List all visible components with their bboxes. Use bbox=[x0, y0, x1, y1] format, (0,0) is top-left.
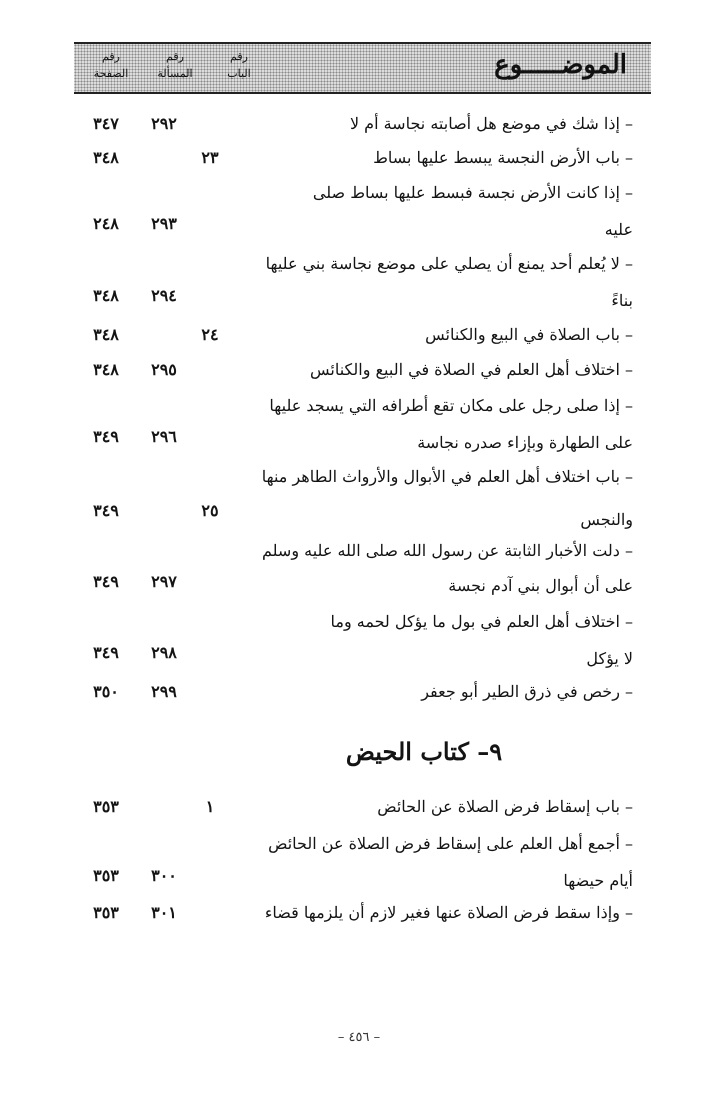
issue-number: ٢٩٣ bbox=[151, 214, 177, 233]
header-title: الموضـــــوع bbox=[494, 50, 627, 80]
issue-number: ٢٩٤ bbox=[151, 286, 177, 305]
page-number: ٣٥٠ bbox=[93, 682, 119, 701]
entry-text-continued: على أن أبوال بني آدم نجسة bbox=[448, 576, 633, 595]
entry-text: – إذا كانت الأرض نجسة فبسط عليها بساط صلى bbox=[312, 183, 633, 202]
entry-text: – اختلاف أهل العلم في الصلاة في البيع والكنائس bbox=[310, 360, 633, 379]
entry-text: – اختلاف أهل العلم في بول ما يؤكل لحمه وما bbox=[330, 612, 633, 631]
entry-text: – وإذا سقط فرض الصلاة عنها فغير لازم أن يلزمها قضاء bbox=[264, 903, 633, 922]
entry-text: – باب إسقاط فرض الصلاة عن الحائض bbox=[377, 797, 633, 816]
book-heading-text: ٩– كتاب الحيض bbox=[345, 737, 503, 766]
page-number: ٣٤٩ bbox=[93, 643, 119, 662]
entry-text-continued: أيام حيضها bbox=[563, 871, 633, 890]
header-page-label-2: الصفحة bbox=[93, 67, 129, 80]
issue-number: ٢٩٥ bbox=[151, 360, 177, 379]
page-number: ٣٥٣ bbox=[93, 903, 119, 922]
entry-text-continued: والنجس bbox=[580, 510, 633, 529]
issue-number: ٢٩٦ bbox=[151, 427, 177, 446]
issue-number: ٢٩٨ bbox=[151, 643, 177, 662]
entry-text: – أجمع أهل العلم على إسقاط فرض الصلاة عن الحائض bbox=[268, 834, 633, 853]
header-issue-label-1: رقم bbox=[166, 50, 184, 63]
page-number: ٣٤٨ bbox=[93, 286, 119, 305]
issue-number: ٢٩٢ bbox=[151, 114, 177, 133]
entry-text: – دلت الأخبار الثابتة عن رسول الله صلى الله عليه وسلم bbox=[261, 541, 633, 560]
header-chapter-label-1: رقم bbox=[230, 50, 248, 63]
issue-number: ٣٠١ bbox=[151, 903, 177, 922]
chapter-number: ٢٥ bbox=[201, 501, 219, 520]
table-header bbox=[74, 42, 651, 94]
entry-text-continued: بناءً bbox=[611, 291, 633, 310]
entry-text: – لا يُعلم أحد يمنع أن يصلي على موضع نجاسة بني عليها bbox=[265, 254, 633, 273]
issue-number: ٢٩٧ bbox=[151, 572, 177, 591]
header-page-number bbox=[80, 48, 142, 82]
header-chapter-label-2: الباب bbox=[227, 67, 251, 80]
entry-text-continued: عليه bbox=[604, 220, 633, 239]
entry-text: – باب اختلاف أهل العلم في الأبوال والأرواث الطاهر منها bbox=[261, 467, 633, 486]
page-number: ٣٤٩ bbox=[93, 572, 119, 591]
page-number: ٣٥٣ bbox=[93, 866, 119, 885]
entry-text: – باب الأرض النجسة يبسط عليها بساط bbox=[373, 148, 633, 167]
page-number: ٣٥٣ bbox=[93, 797, 119, 816]
page-number: ٣٤٨ bbox=[93, 360, 119, 379]
header-page-label-1: رقم bbox=[102, 50, 120, 63]
page-number: ٣٤٨ bbox=[93, 325, 119, 344]
page-number: ٣٤٩ bbox=[93, 427, 119, 446]
issue-number: ٢٩٩ bbox=[151, 682, 177, 701]
entry-text: – باب الصلاة في البيع والكنائس bbox=[425, 325, 633, 344]
issue-number: ٣٠٠ bbox=[151, 866, 177, 885]
entry-text: – إذا شك في موضع هل أصابته نجاسة أم لا bbox=[349, 114, 633, 133]
page-folio: – ٤٥٦ – bbox=[337, 1030, 381, 1045]
page-number: ٣٤٩ bbox=[93, 501, 119, 520]
entry-text: – إذا صلى رجل على مكان تقع أطرافه التي يسجد عليها bbox=[269, 396, 633, 415]
entry-text: – رخص في ذرق الطير أبو جعفر bbox=[421, 682, 633, 701]
chapter-number: ٢٣ bbox=[201, 148, 219, 167]
header-chapter-number bbox=[208, 48, 270, 82]
page-number: ٣٤٨ bbox=[93, 148, 119, 167]
entry-text-continued: على الطهارة وبإزاء صدره نجاسة bbox=[417, 433, 633, 452]
page-number: ٢٤٨ bbox=[93, 214, 119, 233]
entry-text-continued: لا يؤكل bbox=[586, 649, 633, 668]
chapter-number: ٢٤ bbox=[201, 325, 219, 344]
header-issue-label-2: المسألة bbox=[157, 67, 193, 80]
chapter-number: ١ bbox=[205, 797, 215, 816]
page-number: ٣٤٧ bbox=[93, 114, 119, 133]
header-issue-number bbox=[144, 48, 206, 82]
book-heading bbox=[0, 737, 718, 766]
